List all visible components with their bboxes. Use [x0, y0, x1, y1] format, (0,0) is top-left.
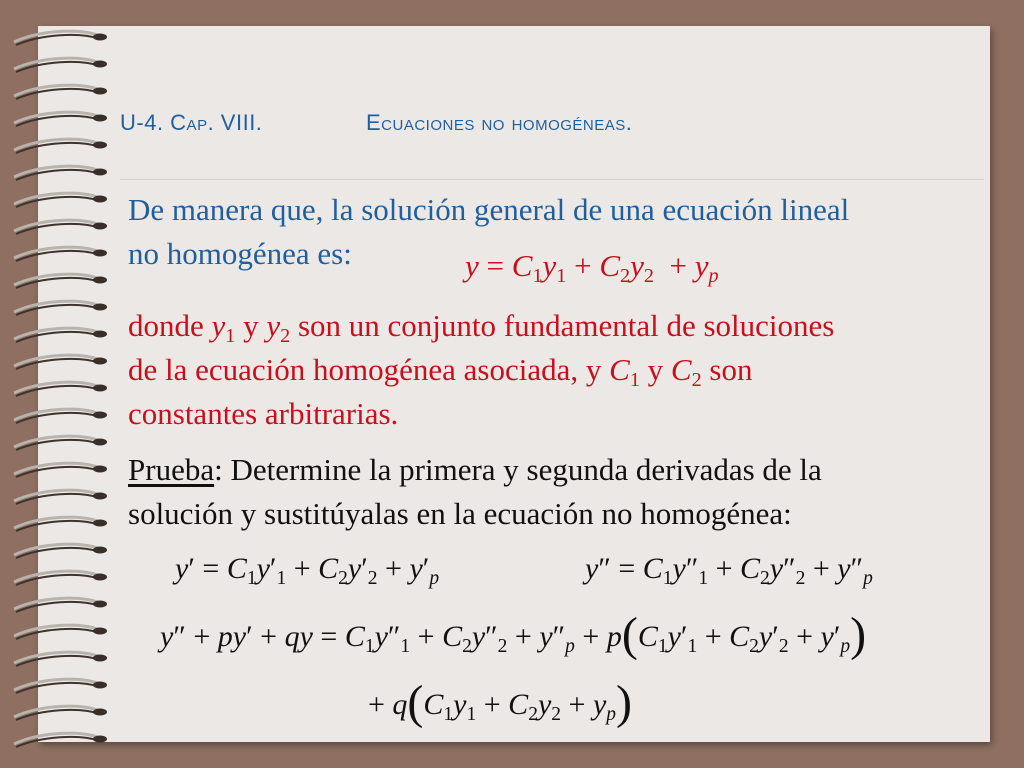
- definition-line-2: de la ecuación homogénea asociada, y $C_1$ y $C_2$ son: [128, 352, 753, 392]
- definition-paragraph: [128, 304, 834, 436]
- header-divider: [120, 179, 984, 180]
- binding-hole: [93, 466, 107, 473]
- binding-hole: [93, 142, 107, 149]
- substitution-equation-line-1: y″ + py′ + qy = $C_1y''_1 + C_2y''_2 + y''_p + p(C_1y'_1 + C_2y'_2 + y'_p)$: [160, 607, 867, 661]
- binding-hole: [93, 34, 107, 41]
- definition-line-1: donde $y_1$ y $y_2$ son un conjunto fundamental de soluciones: [128, 308, 835, 348]
- first-derivative-equation: $y' = C_1y'_1 + C_2y'_2 + y'_p$: [175, 552, 440, 589]
- substitution-equation-line-2: + $q(C_1y_1 + C_2y_2 + y_p)$: [368, 675, 632, 729]
- chapter-label: U-4. Cap. VIII.: [120, 110, 263, 135]
- general-solution-equation: $y = C_1y_1 + C_2y_2 + y_p$: [465, 248, 719, 288]
- intro-line-1: De manera que, la solución general de una ecuación lineal: [128, 192, 850, 227]
- binding-hole: [93, 601, 107, 608]
- binding-hole: [93, 547, 107, 554]
- definition-line-3: constantes arbitrarias.: [128, 396, 399, 431]
- binding-hole: [93, 439, 107, 446]
- binding-hole: [93, 709, 107, 716]
- binding-hole: [93, 412, 107, 419]
- binding-hole: [93, 655, 107, 662]
- binding-hole: [93, 358, 107, 365]
- binding-hole: [93, 304, 107, 311]
- binding-hole: [93, 115, 107, 122]
- binding-hole: [93, 250, 107, 257]
- spiral-binding: [0, 0, 130, 768]
- binding-hole: [93, 493, 107, 500]
- binding-hole: [93, 61, 107, 68]
- proof-line-2: solución y sustitúyalas en la ecuación no homogénea:: [128, 496, 792, 531]
- binding-hole: [93, 736, 107, 743]
- slide-title: Ecuaciones no homogéneas.: [366, 110, 633, 135]
- binding-hole: [93, 574, 107, 581]
- binding-hole: [93, 223, 107, 230]
- binding-hole: [93, 196, 107, 203]
- proof-paragraph: [128, 448, 822, 536]
- binding-hole: [93, 277, 107, 284]
- binding-hole: [93, 520, 107, 527]
- binding-hole: [93, 169, 107, 176]
- binding-hole: [93, 682, 107, 689]
- proof-label: Prueba: [128, 452, 215, 487]
- second-derivative-equation: $y'' = C_1y''_1 + C_2y''_2 + y''_p$: [585, 552, 873, 589]
- binding-hole: [93, 331, 107, 338]
- binding-hole: [93, 385, 107, 392]
- binding-hole: [93, 628, 107, 635]
- proof-line-1: Prueba: Determine la primera y segunda derivadas de la: [128, 452, 822, 487]
- binding-hole: [93, 88, 107, 95]
- intro-line-2: no homogénea es:: [128, 236, 352, 271]
